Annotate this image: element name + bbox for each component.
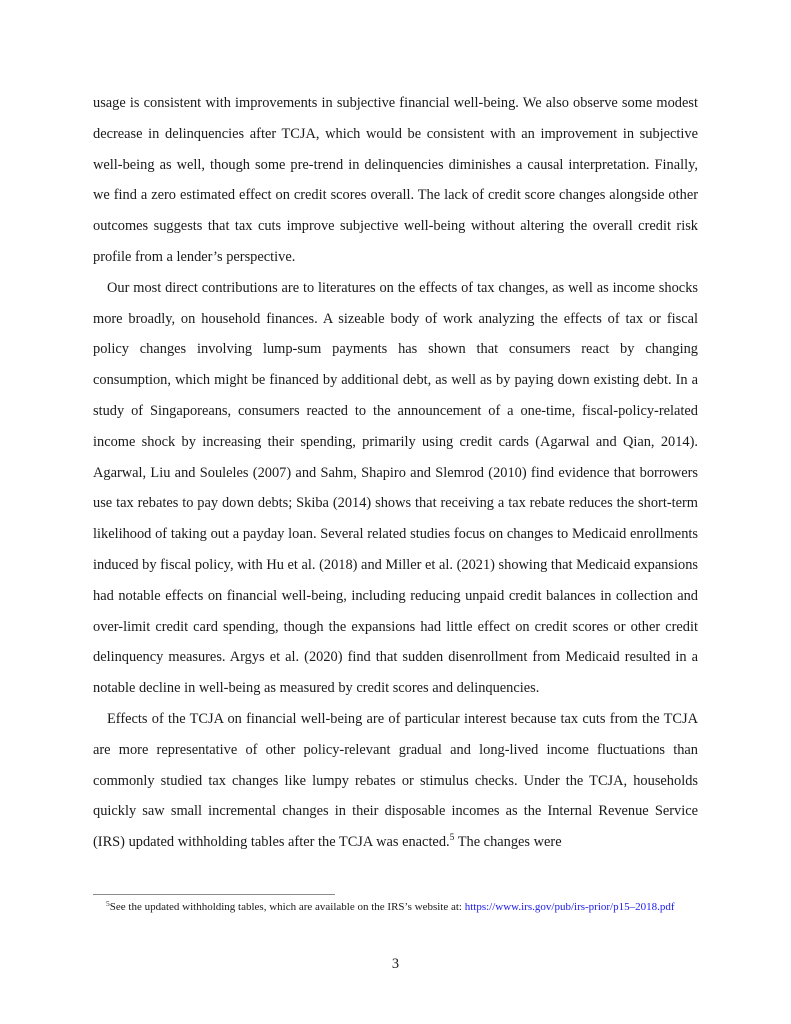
paragraph-2: Our most direct contributions are to literatures on the effects of tax changes, as well as income shocks more broadly, on household finances. A sizeable body of work analyzing the effects of tax or fiscal policy changes involving lump-sum payments has shown that consumers react by changing consumption, which might be financed by additional debt, as well as by paying down existing debt. In a study of Singaporeans, consumers reacted to the announcement of a one-time, fiscal-policy-related income shock by increasing their spending, primarily using credit cards (Agarwal and Qian, 2014). Agarwal, Liu and Souleles (2007) and Sahm, Shapiro and Slemrod (2010) find evidence that borrowers use tax rebates to pay down debts; Skiba (2014) shows that receiving a tax rebate reduces the short-term likelihood of taking out a payday loan. Several related studies focus on changes to Medicaid enrollments induced by fiscal policy, with Hu et al. (2018) and Miller et al. (2021) showing that Medicaid expansions had notable effects on financial well-being, including reducing unpaid credit balances in collection and over-limit credit card spending, though the expansions had little effect on credit scores or other credit delinquency measures. Argys et al. (2020) find that sudden disenrollment from Medicaid resulted in a notable decline in well-being as measured by credit scores and delinquencies. (93, 279, 698, 697)
footnote-text: See the updated withholding tables, which are available on the IRS’s website at: (109, 901, 465, 913)
paragraph-3-text: Effects of the TCJA on financial well-being are of particular interest because tax cuts from the TCJA are more representative of other policy-relevant gradual and long-lived income fluctuations than commonly studied tax changes like lumpy rebates or stimulus checks. Under the TCJA, households quickly saw small incremental changes in their disposable incomes as the Internal Revenue Service (IRS) updated withholding tables after the TCJA was enacted. (93, 710, 698, 851)
page-number: 3 (391, 956, 400, 972)
footnote-reference-5[interactable]: 5 (449, 833, 455, 844)
footnote-5 (93, 899, 698, 915)
paragraph-3-tail: The changes were (454, 834, 562, 851)
irs-withholding-link[interactable]: https://www.irs.gov/pub/irs-prior/p15–2018.pdf (464, 901, 675, 913)
paragraph-3 (93, 704, 698, 858)
footnote-divider (93, 894, 335, 895)
paragraph-1: usage is consistent with improvements in subjective financial well-being. We also observe some modest decrease in delinquencies after TCJA, which would be consistent with an improvement in subjective well-being as well, though some pre-trend in delinquencies diminishes a causal interpretation. Finally, we find a zero estimated effect on credit scores overall. The lack of credit score changes alongside other outcomes suggests that tax cuts improve subjective well-being without altering the overall credit risk profile from a lender’s perspective. (93, 95, 698, 265)
footnote-mark: 5 (106, 899, 110, 908)
main-text (93, 88, 698, 858)
